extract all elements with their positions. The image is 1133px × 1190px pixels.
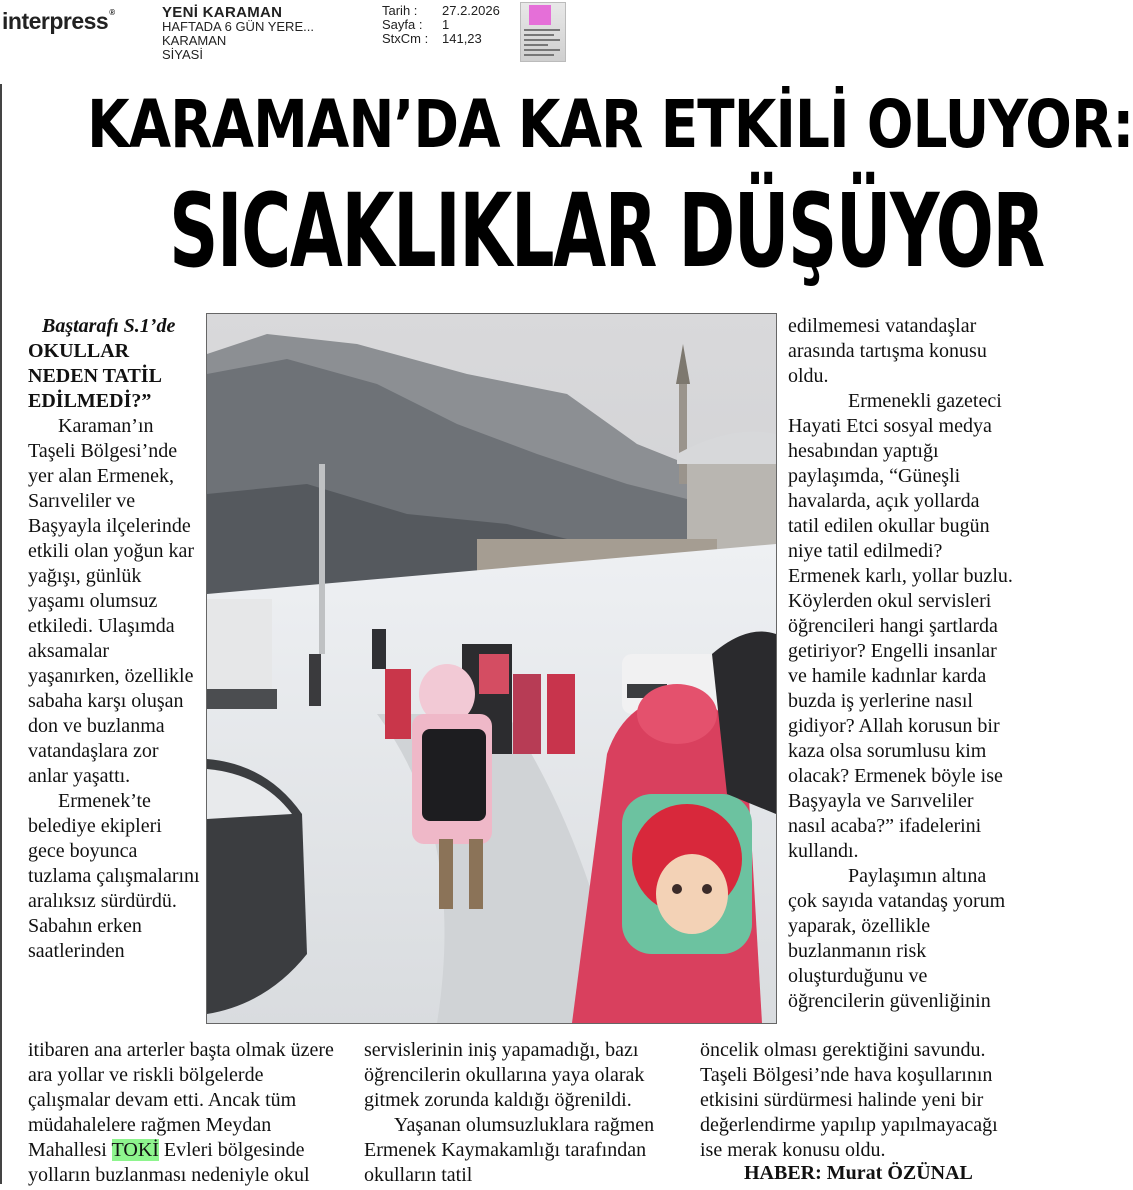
article-byline: HABER: Murat ÖZÜNAL (744, 1162, 973, 1184)
publication-frequency: HAFTADA 6 GÜN YERE... (162, 19, 314, 34)
page-edge-rule (0, 84, 2, 1184)
clipping-info (382, 4, 500, 46)
paragraph: edilmemesi vatandaşlar arasında tartışma konusu oldu. (788, 315, 987, 387)
paragraph: Ermenekli gazeteci Hayati Etci sosyal medya hesabından yaptığı paylaşımda, “Güneşli havalarda, açık yollarda tatil edilen okullar bugün niye tatil edilmedi? Ermenek karlı, yollar buzlu. Köylerden okul servisleri öğrencileri hangi şartlarda getiriyor? Engelli insanlar ve hamile kadınlar karda buzda iş yerlerine nasıl gidiyor? Allah korusun bir kaza olsa sorumlusu kim olacak? Ermenek böyle ise Başyayla ve Sarıveliler nasıl acaba?” ifadelerini kullandı. (788, 390, 1013, 862)
article-bottom-right (700, 1038, 1018, 1163)
article-subhead: OKULLAR NEDEN TATİL EDİLMEDİ?” (28, 340, 161, 412)
article-bottom-left (28, 1038, 348, 1188)
paragraph: Ermenek’te belediye ekipleri gece boyunca tuzlama çalışmalarını aralıksız sürdürdü. Sabahın erken saatlerinden (28, 790, 200, 962)
registered-icon: ® (109, 8, 115, 17)
publication-city: KARAMAN (162, 33, 227, 48)
stxcm-value: 141,23 (442, 31, 482, 46)
article-bottom-middle (364, 1038, 680, 1188)
date-label: Tarih : (382, 3, 418, 18)
page-thumbnail[interactable] (520, 2, 566, 62)
paragraph-segment: itibaren ana arterler başta olmak üzere ara yollar ve riskli bölgelerde çalışmalar devam etti. Ancak tüm müdahalelere rağmen Meydan Mahallesi (28, 1039, 334, 1161)
stxcm-label: StxCm : (382, 31, 429, 46)
highlighted-keyword: TOKİ (111, 1139, 159, 1161)
article-photo (206, 313, 777, 1024)
continued-from-note: Baştarafı S.1’de (42, 315, 176, 337)
publication-name: YENİ KARAMAN (162, 4, 283, 21)
paragraph: öncelik olması gerektiğini savundu. Taşeli Bölgesi’nde hava koşullarının etkisini sürdürmesi halinde yeni bir değerlendirme yapılıp yapılmayacağı ise merak konusu oldu. (700, 1039, 998, 1161)
publication-info (162, 6, 314, 62)
headline-line-2: SICAKLIKLAR DÜŞÜYOR (169, 172, 1044, 291)
publication-category: SİYASİ (162, 47, 203, 62)
page-label: Sayfa : (382, 17, 423, 32)
article-column-left (28, 314, 200, 964)
paragraph: Karaman’ın Taşeli Bölgesi’nde yer alan Ermenek, Sarıveliler ve Başyayla ilçelerinde etkili olan yoğun kar yağışı, günlük yaşamı olumsuz etkiledi. Ulaşımda aksamalar yaşanırken, özellikle sabaha karşı oluşan don ve buzlanma vatandaşlara zor anlar yaşattı. (28, 415, 195, 787)
date-value: 27.2.2026 (442, 3, 500, 18)
logo-text: interpress (2, 8, 109, 34)
paragraph-segment: Evleri bölgesinde yolların buzlanması nedeniyle okul (28, 1139, 310, 1186)
article-column-right (788, 314, 1013, 1014)
interpress-logo (2, 8, 115, 35)
page-value: 1 (442, 17, 450, 32)
paragraph: Paylaşımın altına çok sayıda vatandaş yorum yaparak, özellikle buzlanmanın risk oluşturduğunu ve öğrencilerin güvenliğinin (788, 865, 1006, 1012)
headline-line-1: KARAMAN’DA KAR ETKİLİ OLUYOR: (87, 86, 1133, 163)
paragraph: Yaşanan olumsuzluklara rağmen Ermenek Kaymakamlığı tarafından okulların tatil (364, 1114, 655, 1186)
paragraph: servislerinin iniş yapamadığı, bazı öğrencilerin okullarına yaya olarak gitmek zorunda kaldığı öğrenildi. (364, 1039, 645, 1111)
